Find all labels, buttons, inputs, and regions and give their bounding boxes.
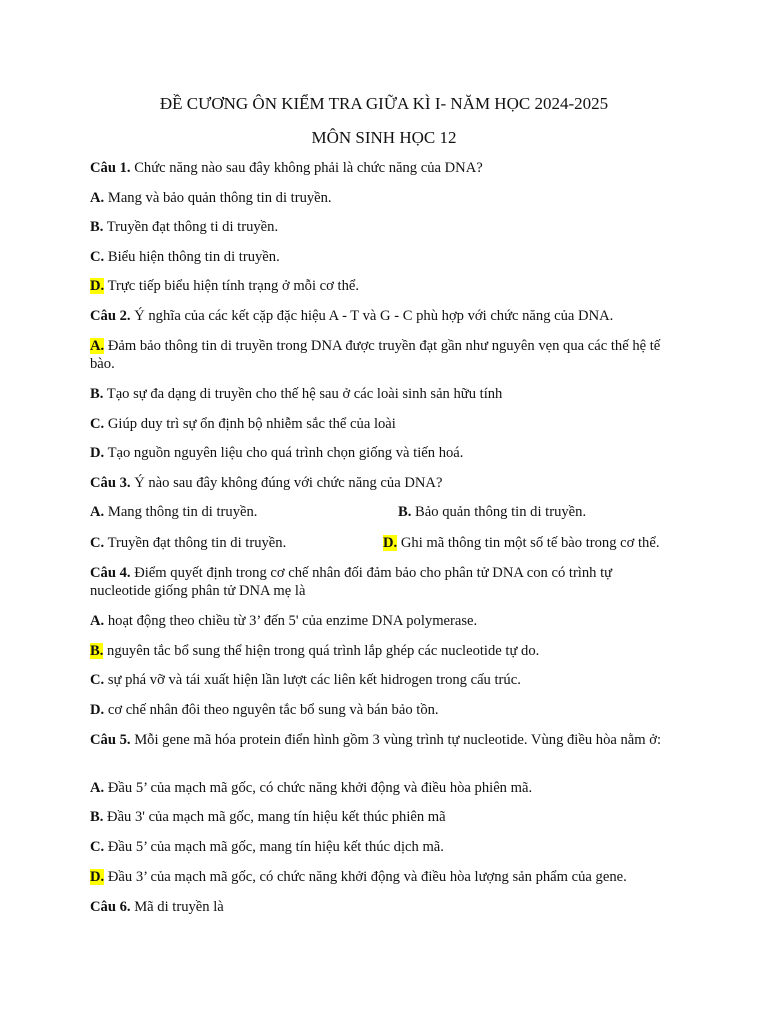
option-label-highlighted: D.: [90, 869, 105, 885]
option-text: cơ chế nhân đôi theo nguyên tắc bổ sung và bán bảo tồn.: [104, 702, 439, 718]
q3-option-d: [383, 534, 659, 552]
q4-option-c: [90, 671, 676, 689]
question-text: Ý nào sau đây không đúng với chức năng của DNA?: [130, 475, 443, 491]
option-label-highlighted: A.: [90, 338, 105, 354]
q1-option-b: [90, 218, 676, 236]
option-text: Đầu 5’ của mạch mã gốc, có chức năng khởi động và điều hòa phiên mã.: [104, 780, 533, 796]
option-label: B.: [398, 504, 412, 520]
q3-option-c: [90, 534, 286, 552]
option-label-highlighted: D.: [90, 278, 105, 294]
option-text: Đảm bảo thông tin di truyền trong DNA được truyền đạt gần như nguyên vẹn qua các thế hệ tế bào.: [90, 338, 661, 372]
option-text: Trực tiếp biểu hiện tính trạng ở mỗi cơ thể.: [104, 278, 359, 294]
option-label: C.: [90, 839, 105, 855]
option-text: hoạt động theo chiều từ 3’ đến 5' của enzime DNA polymerase.: [104, 613, 478, 629]
option-text: Bảo quản thông tin di truyền.: [411, 504, 587, 520]
question-5: [90, 731, 676, 749]
q5-option-c: [90, 838, 676, 856]
question-6: [90, 898, 676, 916]
question-label: Câu 2.: [90, 308, 131, 324]
q2-option-d: [90, 444, 676, 462]
page-subtitle: MÔN SINH HỌC 12: [311, 128, 457, 147]
option-text: Đầu 3’ của mạch mã gốc, có chức năng khởi động và điều hòa lượng sản phẩm của gene.: [104, 869, 627, 885]
question-text: Mỗi gene mã hóa protein điển hình gồm 3 vùng trình tự nucleotide. Vùng điều hòa nằm ở:: [130, 732, 662, 748]
option-text: Truyền đạt thông tin di truyền.: [104, 535, 287, 551]
q4-option-d: [90, 701, 676, 719]
option-text: Tạo nguồn nguyên liệu cho quá trình chọn giống và tiến hoá.: [104, 445, 464, 461]
q2-option-c: [90, 415, 676, 433]
q2-option-a: [90, 337, 676, 373]
option-text: Mang thông tin di truyền.: [104, 504, 258, 520]
option-text: sự phá vỡ và tái xuất hiện lần lượt các liên kết hidrogen trong cấu trúc.: [104, 672, 521, 688]
option-text: Tạo sự đa dạng di truyền cho thế hệ sau ở các loài sinh sản hữu tính: [103, 386, 503, 402]
q1-option-d: [90, 277, 676, 295]
q4-option-a: [90, 612, 676, 630]
question-label: Câu 3.: [90, 475, 131, 491]
question-text: Ý nghĩa của các kết cặp đặc hiệu A - T và G - C phù hợp với chức năng của DNA.: [130, 308, 614, 324]
option-label: A.: [90, 780, 105, 796]
q5-option-a: [90, 779, 676, 797]
question-4: [90, 564, 676, 600]
option-text: Đầu 3' của mạch mã gốc, mang tín hiệu kết thúc phiên mã: [103, 809, 446, 825]
option-label: D.: [90, 445, 105, 461]
option-label: C.: [90, 535, 105, 551]
option-label: C.: [90, 672, 105, 688]
option-text: nguyên tắc bổ sung thể hiện trong quá trình lắp ghép các nucleotide tự do.: [103, 643, 540, 659]
question-2: [90, 307, 676, 325]
q1-option-a: [90, 189, 676, 207]
q2-option-b: [90, 385, 676, 403]
option-text: Đầu 5’ của mạch mã gốc, mang tín hiệu kết thúc dịch mã.: [104, 839, 444, 855]
option-label: D.: [90, 702, 105, 718]
option-text: Truyền đạt thông ti di truyền.: [103, 219, 279, 235]
option-text: Mang và bảo quản thông tin di truyền.: [104, 190, 332, 206]
question-text: Mã di truyền là: [130, 899, 224, 915]
question-label: Câu 5.: [90, 732, 131, 748]
q5-option-d: [90, 868, 676, 886]
option-text: Ghi mã thông tin một số tế bào trong cơ thể.: [397, 535, 660, 551]
q3-option-b: [398, 503, 586, 521]
question-label: Câu 4.: [90, 565, 131, 581]
option-label: A.: [90, 504, 105, 520]
option-label: C.: [90, 249, 105, 265]
option-label-highlighted: B.: [90, 643, 104, 659]
question-text: Điểm quyết định trong cơ chế nhân đối đảm bảo cho phân tử DNA con có trình tự nucleotide giống phân tử DNA mẹ là: [90, 565, 613, 599]
q4-option-b: [90, 642, 676, 660]
option-label: B.: [90, 219, 104, 235]
q5-option-b: [90, 808, 676, 826]
question-label: Câu 1.: [90, 160, 131, 176]
option-label-highlighted: D.: [383, 535, 398, 551]
option-text: Giúp duy trì sự ổn định bộ nhiễm sắc thể của loài: [104, 416, 396, 432]
option-text: Biểu hiện thông tin di truyền.: [104, 249, 280, 265]
option-label: B.: [90, 809, 104, 825]
option-label: B.: [90, 386, 104, 402]
question-label: Câu 6.: [90, 899, 131, 915]
q3-option-a: [90, 503, 257, 521]
q1-option-c: [90, 248, 676, 266]
option-label: C.: [90, 416, 105, 432]
option-label: A.: [90, 190, 105, 206]
page-title: ĐỀ CƯƠNG ÔN KIỂM TRA GIỮA KÌ I- NĂM HỌC 2024-2025: [159, 94, 609, 113]
question-text: Chức năng nào sau đây không phải là chức năng của DNA?: [130, 160, 483, 176]
question-1: [90, 159, 676, 177]
question-3: [90, 474, 676, 492]
option-label: A.: [90, 613, 105, 629]
